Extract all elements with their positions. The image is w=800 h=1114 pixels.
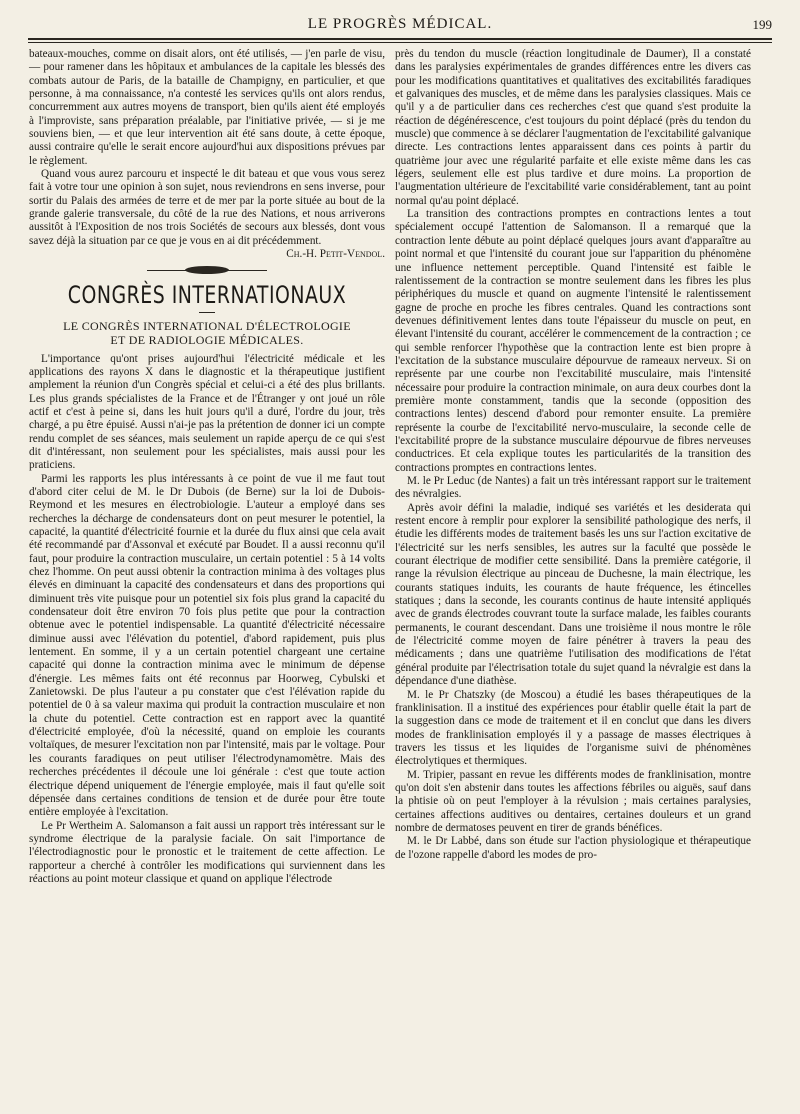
ornamental-divider — [147, 267, 267, 274]
short-rule — [199, 312, 215, 313]
paragraph: Le Pr Wertheim A. Salomanson a fait aussi un rapport très intéressant sur le syndrome électrique de la paralysie faciale. On sait l'importance de l'électrodiagnostic pour le pronostic et le traitement de cette affection. Le rapporteur a cherché à contrôler les modifications qui surviennent dans les réactions au point moteur classique et quand on applique l'électrode — [29, 819, 385, 885]
header-rule — [28, 38, 772, 40]
paragraph: M. le Pr Chatszky (de Moscou) a étudié les bases thérapeutiques de la franklinisation. Il a institué des expériences pour établir quelle était la part de la suggestion dans ce mode de traitement et il en conclut que dans les divers modes de franklinisation employés il y a passage de masses électriques à travers les tissus et les liquides de l'organisme suivi de phénomènes électrolytiques et thermiques. — [395, 688, 751, 768]
paragraph: L'importance qu'ont prises aujourd'hui l'électricité médicale et les applications des rayons X dans le diagnostic et la thérapeutique justifient amplement la réunion d'un Congrès spécial et celui-ci a été des plus brillants. Les plus grands spécialistes de la France et de l'Étranger y ont joué un rôle actif et c'est à peine si, dans les huit jours qu'il a duré, l'ordre du jour, très chargé, a pu être épuisé. Aussi n'ai-je pas la prétention de donner ici un compte rendu complet de ses séances, mais seulement un rapide aperçu de ce qui s'est dit d'intéressant, non seulement pour les spécialistes, mais aussi pour les praticiens. — [29, 352, 385, 472]
page-number: 199 — [752, 17, 772, 32]
paragraph: près du tendon du muscle (réaction longitudinale de Daumer), Il a constaté dans les paralysies expérimentales de grandes différences entre les divers cas pour les modifications quantitatives et qualitatives des excitabilités faradiques et galvaniques des muscles, et de même dans les paralysies classiques. Mais ce qu'il y a de particulier dans ces recherches c'est que quand s'est produite la réaction de dégénérescence, c'est toujours du point déplacé (près du tendon du muscle) que commence à se déclarer l'augmentation de l'excitabilité galvanique directe. Les contractions lentes apparaissent dans ces points à partir du quatrième jour avec une régularité parfaite et elle existe même dans les cas légers, seulement elle est plus tardive et dure moins. La proportion de l'augmentation ultérieure de l'excitabilité varie considérablement, tant au point normal qu'au point déplacé. — [395, 48, 751, 207]
right-column — [395, 48, 751, 862]
left-column — [29, 48, 385, 886]
article-title-line-1: LE CONGRÈS INTERNATIONAL D'ÉLECTROLOGIE — [63, 318, 351, 333]
divider-ornament — [185, 266, 229, 274]
running-title: LE PROGRÈS MÉDICAL. — [307, 16, 493, 32]
author-signature: Ch.-H. Petit-Vendol. — [286, 248, 385, 261]
article-title — [29, 319, 385, 347]
paragraph: bateaux-mouches, comme on disait alors, ont été utilisés, — j'en parle de visu, — pour ramener dans les hôpitaux et ambulances de la capitale les blessés des combats autour de Paris, de la bataille de Champigny, en particulier, et que personne, à ma connaissance, n'a contesté les services qu'ils ont alors rendus, concurremment aux autres moyens de transport, bien qu'ils aient été employés à l'improviste, sans préparation préalable, par l'initiative privée, — si je me souviens bien, — et que leur intervention ait été sans doute, à cette époque, aussi contraire qu'elle le serait encore aujourd'hui aux dispositions prévues par le règlement. — [29, 48, 385, 167]
paragraph: M. le Pr Leduc (de Nantes) a fait un très intéressant rapport sur le traitement des névralgies. — [395, 475, 751, 501]
paragraph: Quand vous aurez parcouru et inspecté le dit bateau et que vous vous serez fait à votre tour une opinion à son sujet, nous reviendrons en sens inverse, pour sortir du Palais des armées de terre et de mer par la porte située au bout de la grande galerie transversale, du côté de la rue des Nations, et nous arriverons aussitôt à l'Exposition de nos trois Sociétés de secours aux blessés, dont vous savez déjà la situation par ce que je vous en ai dit précédemment. — [29, 168, 385, 247]
paragraph: La transition des contractions promptes en contractions lentes a tout spécialement occupé l'attention de Salomanson. Il a remarqué que la contraction lente débute au point déplacé quelques jours avant d'apparaître au point normal et que l'intensité du courant joue sur l'apparition du phénomène une influence nettement perceptible. Quand l'intensité est faible le ralentissement de la contraction se montre seulement dans les fibres les plus périphériques du muscle et quand on augmente l'intensité le ralentissement gagne de proche en proche les fibres centrales. Quand les contractions sont devenues définitivement lentes dans toute l'épaisseur du muscle on peut, en élevant l'intensité du courant, accélérer le commencement de la contraction ; ce qui semble renforcer l'hypothèse que la contraction lente est bien propre à l'excitation de la substance musculaire dépourvue de rameaux nerveux. Si on représente par une courbe non l'excitabilité musculaire, mais l'intensité nécessaire pour produire la contraction minimale, on aura deux courbes dont la première monte constamment, tandis que la seconde (opposition des contractions lentes) descend d'abord pour remonter ensuite. La première représente la courbe de l'excitabilité nervo-musculaire, la seconde celle de l'excitabilité propre de la substance musculaire dépourvue de fibres nerveuses conductrices. Et cela explique toutes les particularités de la transition des contractions promptes en contractions lentes. — [395, 208, 751, 474]
paragraph: M. le Dr Labbé, dans son étude sur l'action physiologique et thérapeutique de l'ozone rappelle d'abord les modes de pro- — [395, 835, 751, 861]
article-title-line-2: ET DE RADIOLOGIE MÉDICALES. — [110, 332, 304, 347]
header-rule-thin — [28, 42, 772, 43]
paragraph: Après avoir défini la maladie, indiqué ses variétés et les desiderata qui restent encore à remplir pour explorer la sensibilité pathologique des nerfs, il étudie les différents modes de traitement basés les uns sur l'action excitative de l'électricité sur les nerfs sensibles, les autres sur la faculté que possède le courant électrique de modifier cette sensibilité. Dans la première catégorie, il range la révulsion électrique au pinceau de Duchesne, la main électrique, les courants statiques induits, les courants de haute fréquence, les étincelles statiques ; dans la seconde, les courants continus de haute intensité appliqués avec de grands électrodes couvrant toute la surface malade, les faibles courants permanents, le courant descendant. Dans une troisième il nous montre le rôle de l'électricité comme moyen de faire pénétrer à travers la peau des médicaments ; dans une quatrième l'utilisation des modifications de l'état général produite par l'électrisation totale du sujet quand la névralgie est dans la dépendance d'une diathèse. — [395, 501, 751, 688]
paragraph: Parmi les rapports les plus intéressants à ce point de vue il me faut tout d'abord citer celui de M. le Dr Dubois (de Berne) sur la loi de Dubois-Reymond et les mesures en électrobiologie. L'auteur a employé dans ses recherches la décharge de condensateurs dont on peut mesurer le potentiel, la capacité, la quantité d'électricité fournie et la durée du flux ainsi que cela avait été recommandé par d'Assonval et exécuté par Boudet. Il a aussi reconnu qu'il faut, pour produire la contraction musculaire, un certain potentiel : 5 à 14 volts chez l'homme. On peut aussi obtenir la contraction minima à des voltages plus élevés en diminuant la capacité des condensateurs et dans des proportions qui diminuent très vite puisque pour un potentiel six fois plus grand la capacité du condensateur doit être environ 70 fois plus petite que pour la contraction obtenue avec le potentiel indispensable. La quantité d'électricité nécessaire diminue aussi avec l'élévation du potentiel, d'abord rapidement, puis plus lentement. En somme, il y a un certain potentiel chargeant une certaine capacité qui donne la contraction minima avec le minimum de dépense d'énergie. Les mêmes faits ont été reconnus par Hoorweg, Cybulski et Zanietowski. De plus l'auteur a pu constater que c'est l'élévation rapide du potentiel de 0 à sa valeur maxima qui produit la contraction musculaire et non la chute du potentiel. Cette contraction est en rapport avec la quantité d'électricité employée, d'où la nécessité, quand on emploie les courants voltaïques, de mesurer l'excitation non par l'intensité, mais par le voltage. Pour les courants faradiques on peut utiliser l'électrodynamomètre. Mais des recherches précédentes il découle une loi générale : c'est que toute action électrique dépend uniquement de l'énergie employée, mais il faut qu'elle soit dépensée dans certaines conditions de tension et de durée pour être toute entière employée à l'excitation. — [29, 472, 385, 819]
paragraph: M. Tripier, passant en revue les différents modes de franklinisation, montre qu'on doit s'en abstenir dans toutes les affections fébriles ou aiguës, sauf dans la phtisie où on peut l'employer à la révulsion ; mais certaines paralysies, certaines affections auditives ou dentaires, certaines douleurs et un grand nombre de dermatoses peuvent en tirer de grands bénéfices. — [395, 768, 751, 834]
section-title: CONGRÈS INTERNATIONAUX — [67, 280, 347, 309]
